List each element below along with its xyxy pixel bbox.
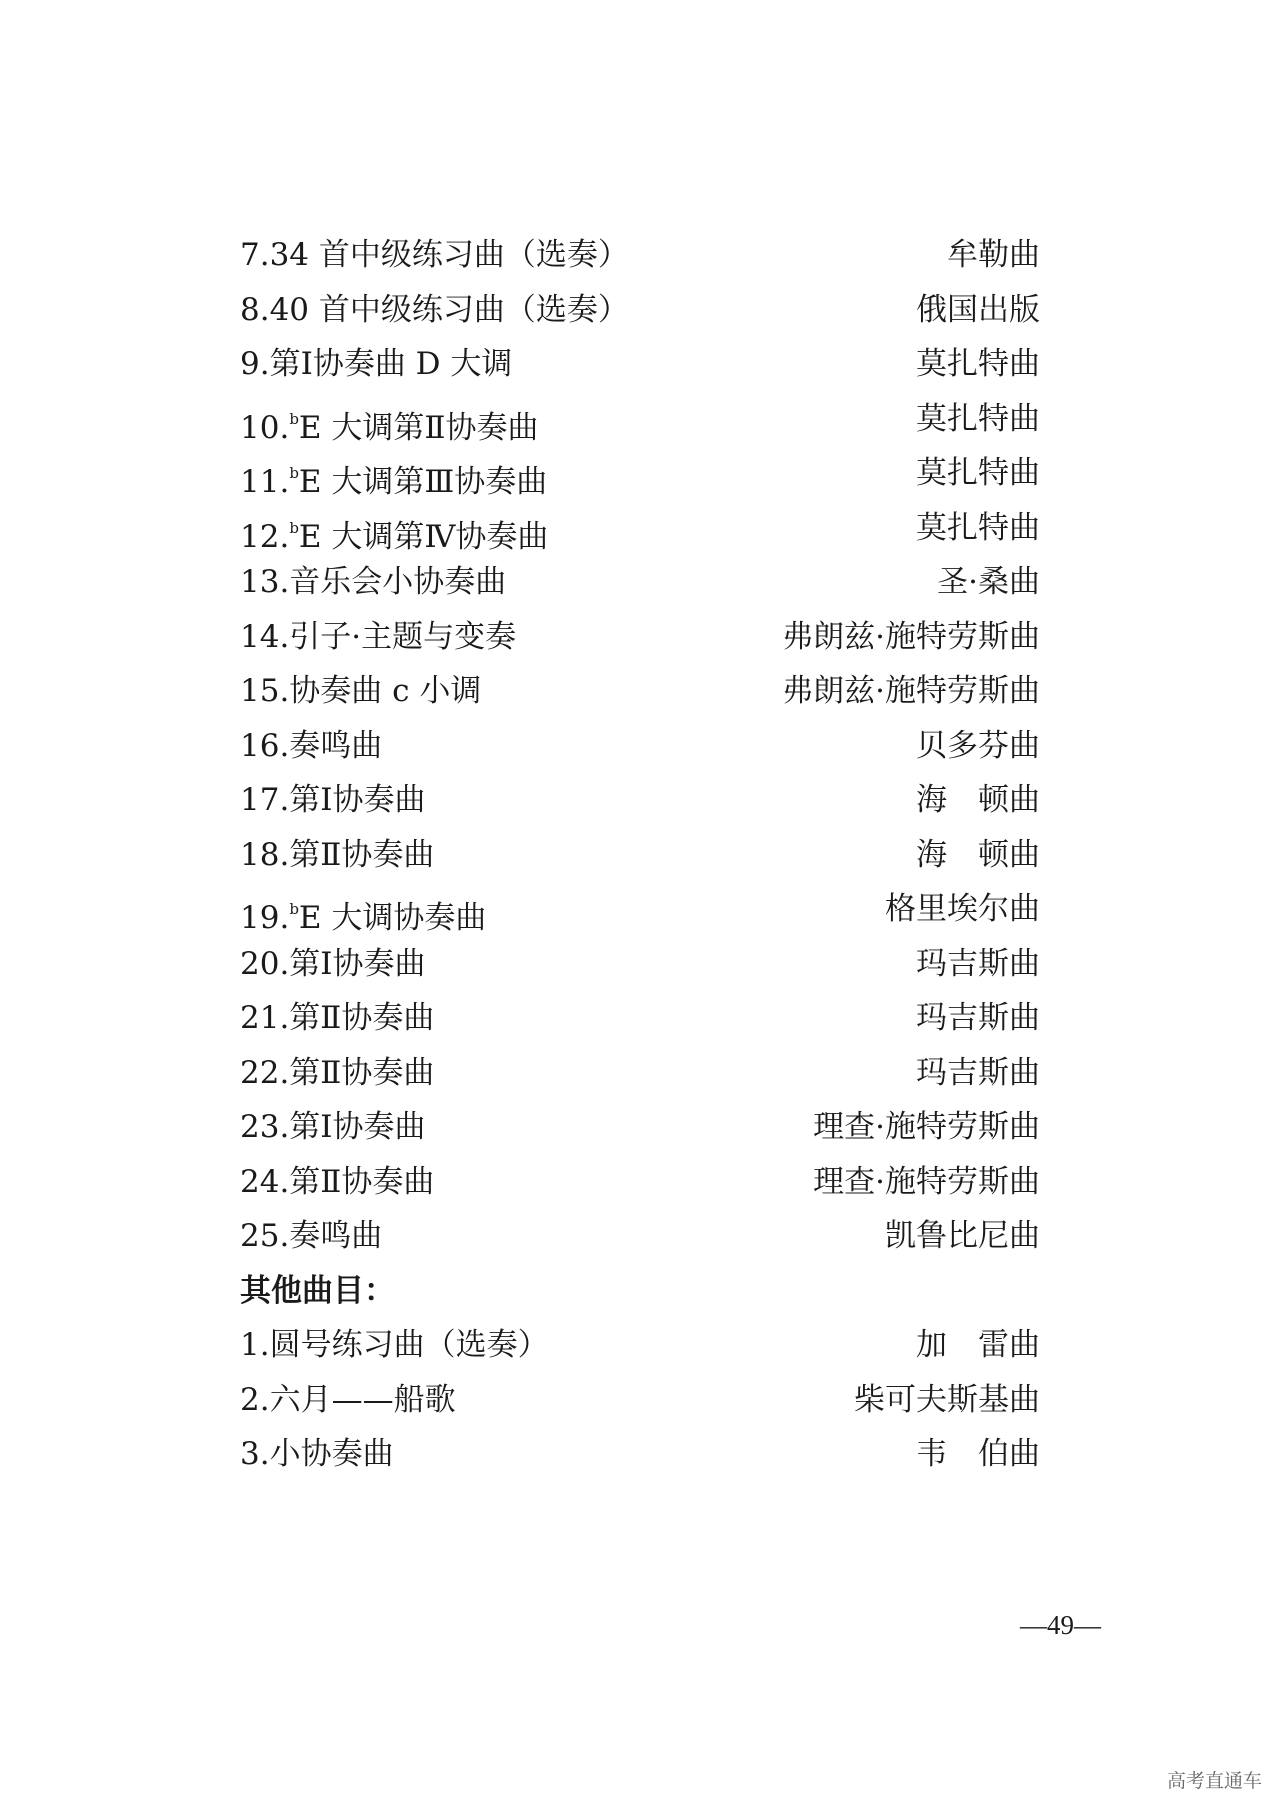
piece-name: E 大调协奏曲 <box>298 900 487 936</box>
piece-composer: 凯鲁比尼曲 <box>885 1218 1040 1254</box>
list-item <box>240 1318 1040 1373</box>
list-item <box>240 719 1040 774</box>
watermark: 高考直通车 <box>1166 1770 1262 1792</box>
list-item <box>240 664 1040 719</box>
piece-composer: 理查·施特劳斯曲 <box>813 1109 1040 1145</box>
list-item <box>240 828 1040 883</box>
list-item <box>240 228 1040 283</box>
piece-number: 10. <box>240 409 290 446</box>
piece-composer: 圣·桑曲 <box>937 564 1040 600</box>
piece-composer: 俄国出版 <box>916 291 1040 328</box>
piece-composer: 莫扎特曲 <box>916 455 1040 491</box>
piece-title: 22.第Ⅱ协奏曲 <box>240 1054 435 1091</box>
piece-title: 25.奏鸣曲 <box>240 1218 383 1254</box>
piece-composer: 贝多芬曲 <box>916 727 1040 764</box>
piece-composer: 柴可夫斯基曲 <box>854 1381 1040 1418</box>
piece-title: 9.第Ⅰ协奏曲 D 大调 <box>240 346 513 382</box>
piece-number: 12. <box>240 518 290 555</box>
flat-sign: b <box>289 518 299 537</box>
piece-title: 8.40 首中级练习曲（选奏） <box>240 291 629 328</box>
piece-title: 3.小协奏曲 <box>240 1436 394 1472</box>
piece-title: 15.协奏曲 c 小调 <box>240 673 482 709</box>
piece-title: 2.六月——船歌 <box>240 1381 456 1418</box>
piece-name: E 大调第Ⅲ协奏曲 <box>298 464 548 500</box>
list-item <box>240 1046 1040 1101</box>
piece-title: 17.第Ⅰ协奏曲 <box>240 782 426 818</box>
piece-number: 11. <box>240 464 290 500</box>
flat-sign: b <box>289 464 299 482</box>
list-item <box>240 392 1040 447</box>
piece-name: E 大调第Ⅳ协奏曲 <box>298 518 549 555</box>
list-item <box>240 555 1040 610</box>
list-item <box>240 337 1040 392</box>
list-item <box>240 1373 1040 1428</box>
list-item <box>240 991 1040 1046</box>
list-item <box>240 937 1040 992</box>
list-item <box>240 1427 1040 1482</box>
piece-composer: 莫扎特曲 <box>916 400 1040 437</box>
list-item <box>240 773 1040 828</box>
piece-name: E 大调第Ⅱ协奏曲 <box>298 409 539 446</box>
list-item <box>240 1209 1040 1264</box>
section-heading-other: 其他曲目： <box>240 1272 395 1309</box>
list-item <box>240 1100 1040 1155</box>
piece-title: 13.音乐会小协奏曲 <box>240 564 507 600</box>
repertoire-list <box>240 228 1040 1482</box>
piece-composer: 韦 伯曲 <box>916 1436 1040 1472</box>
piece-composer: 海 顿曲 <box>916 836 1040 873</box>
piece-composer: 玛吉斯曲 <box>916 945 1040 982</box>
piece-title: 24.第Ⅱ协奏曲 <box>240 1163 435 1200</box>
piece-composer: 玛吉斯曲 <box>916 1000 1040 1036</box>
piece-title: 7.34 首中级练习曲（选奏） <box>240 237 629 273</box>
piece-composer: 海 顿曲 <box>916 782 1040 818</box>
piece-title: 16.奏鸣曲 <box>240 727 383 764</box>
piece-title: 20.第Ⅰ协奏曲 <box>240 945 426 982</box>
piece-composer: 牟勒曲 <box>947 237 1040 273</box>
piece-number: 19. <box>240 900 290 936</box>
list-item <box>240 882 1040 937</box>
list-item <box>240 501 1040 556</box>
piece-title: 1.圆号练习曲（选奏） <box>240 1327 549 1363</box>
piece-composer: 理查·施特劳斯曲 <box>813 1163 1040 1200</box>
list-item <box>240 283 1040 338</box>
list-item <box>240 610 1040 665</box>
flat-sign: b <box>289 900 299 918</box>
page-number: —49— <box>1020 1610 1101 1640</box>
piece-title: 14.引子·主题与变奏 <box>240 618 517 655</box>
piece-composer: 加 雷曲 <box>916 1327 1040 1363</box>
piece-composer: 弗朗兹·施特劳斯曲 <box>782 618 1040 655</box>
piece-composer: 弗朗兹·施特劳斯曲 <box>782 673 1040 709</box>
piece-composer: 莫扎特曲 <box>916 509 1040 546</box>
piece-composer: 格里埃尔曲 <box>885 891 1040 927</box>
piece-title: 23.第Ⅰ协奏曲 <box>240 1109 426 1145</box>
piece-composer: 玛吉斯曲 <box>916 1054 1040 1091</box>
list-item <box>240 1155 1040 1210</box>
list-item <box>240 446 1040 501</box>
piece-title: 21.第Ⅱ协奏曲 <box>240 1000 435 1036</box>
piece-title: 18.第Ⅱ协奏曲 <box>240 836 435 873</box>
flat-sign: b <box>289 409 299 428</box>
piece-composer: 莫扎特曲 <box>916 346 1040 382</box>
